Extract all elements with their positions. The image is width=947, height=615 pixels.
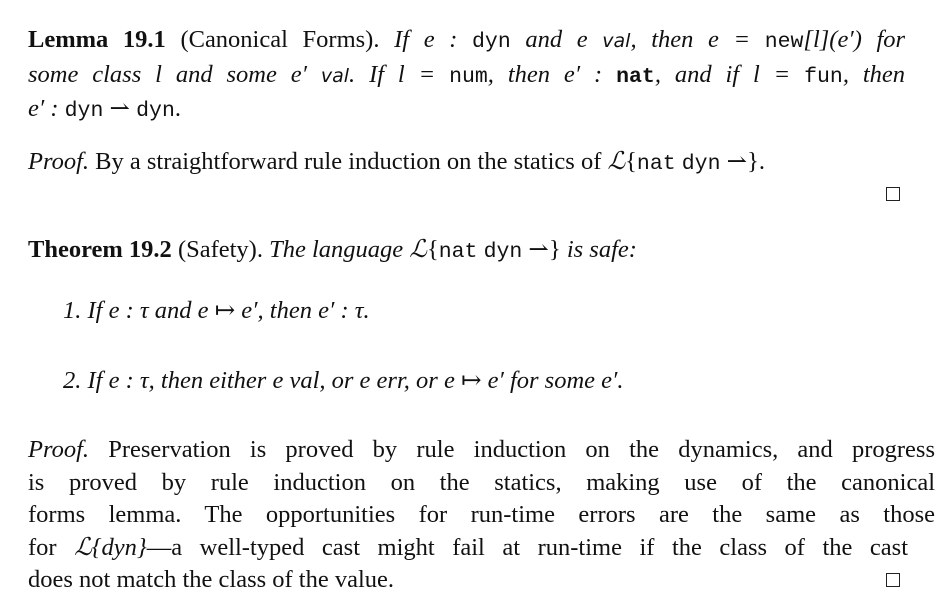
theorem-item-1: 1. If e : τ and e ↦ e′, then e′ : τ. [63, 297, 370, 324]
proof-line-2: is proved by rule induction on the statics, making use of the canonical [28, 468, 935, 496]
lemma-statement [28, 24, 905, 128]
lemma-proof: Proof. By a straightforward rule induction on the statics of ℒ{nat dyn ⇀}. [28, 146, 766, 176]
proof-line-5: does not match the class of the value. [28, 566, 395, 593]
theorem-item-2: 2. If e : τ, then either e val, or e err, or e ↦ e′ for some e′. [63, 367, 624, 394]
qed-square-icon [886, 573, 900, 587]
theorem-statement: Theorem 19.2 (Safety). The language ℒ{nat dyn ⇀} is safe: [28, 234, 637, 264]
theorem-label: Theorem 19.2 [28, 236, 172, 263]
theorem-name: (Safety). [177, 236, 263, 263]
theorem-proof [28, 434, 935, 597]
qed-square-icon [886, 187, 900, 201]
proof-line-4: for ℒ{dyn}—a well-typed cast might fail at run-time if the class of the cast [28, 533, 909, 561]
proof-line-3: forms lemma. The opportunities for run-time errors are the same as those [28, 501, 935, 528]
lemma-line-1: Lemma 19.1 (Canonical Forms). If e : dyn and e val, then e = new[l](e′) for [28, 26, 906, 54]
proof-line-1: Proof. Preservation is proved by rule induction on the dynamics, and progress [28, 436, 936, 463]
lemma-label: Lemma 19.1 [28, 26, 166, 53]
lemma-name: (Canonical Forms). [180, 26, 380, 53]
lemma-line-2: some class l and some e′ val. If l = num, then e′ : nat, and if l = fun, then [28, 60, 906, 89]
lemma-line-3: e′ : dyn ⇀ dyn. [28, 95, 181, 123]
proof-label: Proof. [28, 148, 90, 175]
